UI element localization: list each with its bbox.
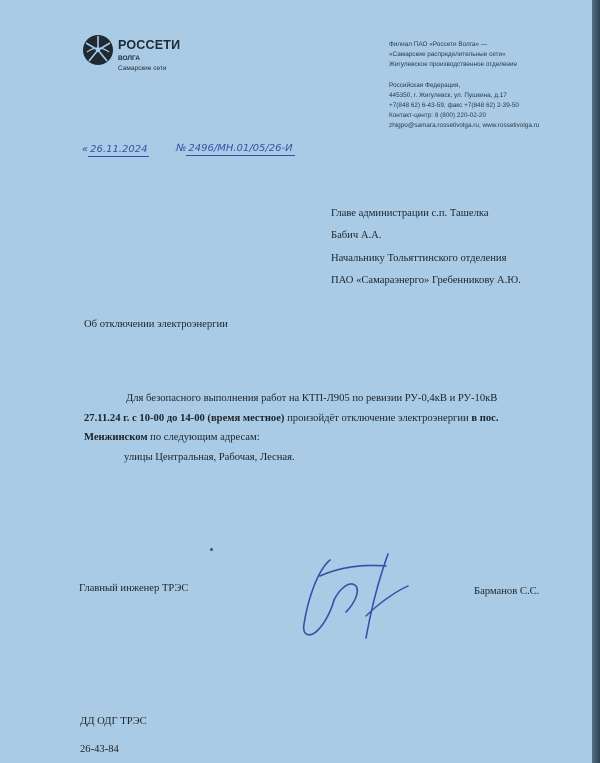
outage-location: Менжинском xyxy=(84,432,148,443)
sender-line: Жигулевское производственное отделение xyxy=(389,61,518,69)
body-line xyxy=(84,389,554,409)
outage-streets: улицы Центральная, Рабочая, Лесная. xyxy=(124,451,295,463)
sender-address-line: +7(848 62) 6-43-59, факс +7(848 62) 2-39-50 xyxy=(389,102,519,110)
footer-phone: 26-43-84 xyxy=(80,744,119,755)
logo-subname: ВОЛГА xyxy=(118,55,140,62)
footer-department: ДД ОДГ ТРЭС xyxy=(80,716,147,727)
body-line xyxy=(84,428,554,448)
letter-body xyxy=(84,389,554,467)
sender-block xyxy=(389,40,539,132)
outage-time: 27.11.24 г. с 10-00 до 14-00 (время местное) xyxy=(84,412,285,424)
registration-number-value: 2496/МН.01/05/26-И xyxy=(188,143,293,154)
registration-number xyxy=(176,143,295,156)
scan-speck xyxy=(210,548,213,551)
addressee-line: Бабич А.А. xyxy=(331,230,382,242)
body-bold-text: в пос. xyxy=(471,412,499,424)
logo-name: РОССЕТИ xyxy=(118,38,181,52)
addressee-line: Начальнику Тольяттинского отделения xyxy=(331,252,507,264)
sender-line: Филиал ПАО «Россети Волга» — xyxy=(389,41,488,48)
logo-branch: Самарские сети xyxy=(118,65,167,72)
sender-address-line: Контакт-центр: 8 (800) 220-02-20 xyxy=(389,112,487,120)
handwritten-signature xyxy=(290,546,415,651)
sender-address-line: Российская Федерация, xyxy=(389,81,461,89)
registration-date-value: 26.11.2024 xyxy=(90,144,148,155)
registration-date xyxy=(82,144,149,157)
body-text: произойдёт отключение электроэнергии xyxy=(284,412,472,424)
body-line xyxy=(84,448,554,468)
sender-line: «Самарские распределительные сети» xyxy=(389,51,506,59)
addressee-line: ПАО «Самараэнерго» Гребенникову А.Ю. xyxy=(331,274,521,286)
scan-edge xyxy=(592,0,600,763)
body-line xyxy=(84,409,554,429)
addressee-block xyxy=(331,203,521,292)
addressee-line: Главе администрации с.п. Ташелка xyxy=(331,208,489,219)
signer-title: Главный инженер ТРЭС xyxy=(79,583,189,594)
registration-number-prefix: № xyxy=(176,143,187,154)
signer-name: Барманов С.С. xyxy=(474,586,540,597)
body-text: по следующим адресам: xyxy=(147,432,260,443)
letter-subject: Об отключении электроэнергии xyxy=(84,319,228,330)
registration-date-prefix: « xyxy=(82,144,89,155)
body-text: Для безопасного выполнения работ на КТП-Л905 по ревизии РУ-0,4кВ и РУ-10кВ xyxy=(126,393,498,404)
company-logo xyxy=(82,34,202,78)
rosseti-emblem-icon xyxy=(82,34,114,66)
sender-address-line: zhigpo@samara.rossetivolga.ru, www.rossetivolga.ru xyxy=(389,122,540,130)
sender-address-line: 445350, г. Жигулевск, ул. Пушкина, д.17 xyxy=(389,91,507,99)
